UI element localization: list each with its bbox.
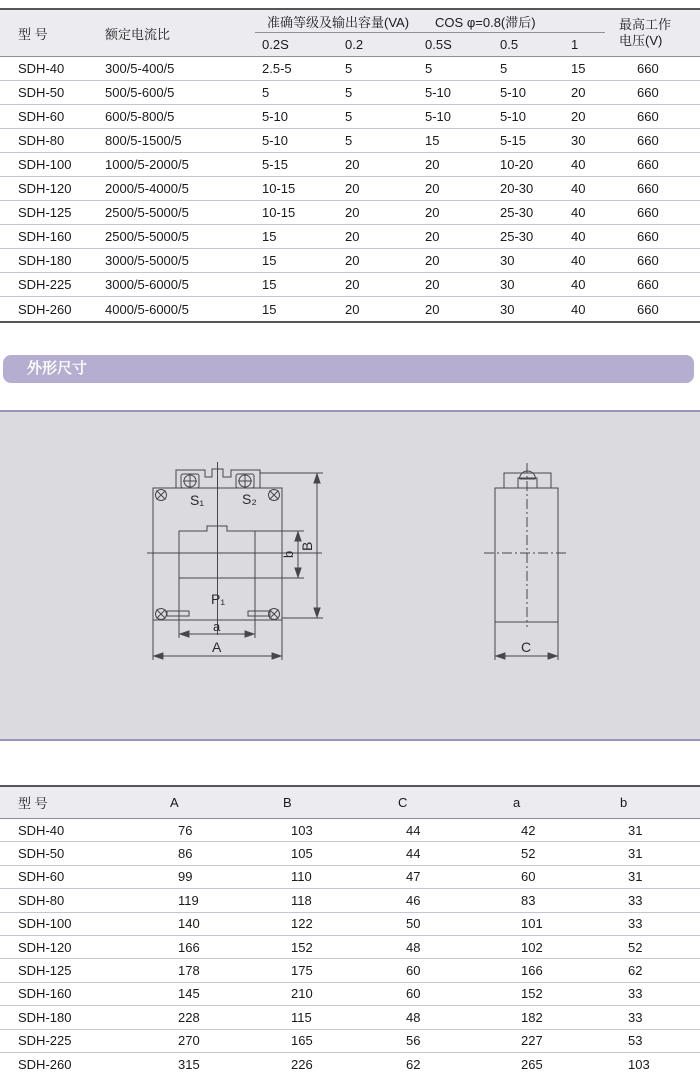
dim-label-B: B bbox=[299, 541, 315, 551]
table-cell: 2500/5-5000/5 bbox=[105, 205, 189, 220]
table-cell: 5-15 bbox=[262, 157, 289, 172]
table-cell: 5-10 bbox=[500, 85, 527, 100]
table-cell: SDH-180 bbox=[18, 1009, 72, 1025]
table-cell: 99 bbox=[178, 869, 193, 885]
table-cell: 33 bbox=[628, 1009, 643, 1025]
table-cell: 660 bbox=[637, 133, 659, 148]
table-cell: 15 bbox=[425, 133, 440, 148]
table-cell: 15 bbox=[262, 277, 277, 292]
table-cell: SDH-125 bbox=[18, 205, 72, 220]
dim-label-C: C bbox=[521, 639, 532, 655]
table-cell: 20 bbox=[571, 109, 586, 124]
table-cell: 48 bbox=[406, 939, 421, 955]
table-cell: 20 bbox=[345, 157, 360, 172]
corner-screw-icon bbox=[156, 609, 167, 620]
table-cell: 30 bbox=[500, 301, 515, 317]
header-cos-title: COS φ=0.8(滞后) bbox=[435, 14, 536, 30]
table-cell: SDH-120 bbox=[18, 181, 72, 196]
table-cell: 660 bbox=[637, 85, 659, 100]
mounting-slot-right bbox=[248, 611, 270, 616]
table-cell: 5 bbox=[500, 61, 508, 76]
table-cell: 40 bbox=[571, 157, 586, 172]
terminal-label-s1: S₁ bbox=[190, 492, 205, 508]
table-row bbox=[0, 959, 700, 982]
table-cell: 53 bbox=[628, 1033, 643, 1049]
table-cell: 15 bbox=[262, 229, 277, 244]
table-cell: 102 bbox=[521, 939, 543, 955]
table-cell: 166 bbox=[521, 963, 543, 979]
table-cell: 15 bbox=[571, 61, 586, 76]
table-cell: 20 bbox=[425, 229, 440, 244]
table-cell: 30 bbox=[500, 277, 515, 292]
corner-screw-icon bbox=[269, 490, 280, 501]
table-cell: SDH-100 bbox=[18, 157, 72, 172]
table-cell: SDH-260 bbox=[18, 301, 72, 317]
table-cell: SDH-225 bbox=[18, 277, 72, 292]
table-cell: 20 bbox=[345, 301, 360, 317]
table-cell: 500/5-600/5 bbox=[105, 85, 175, 100]
table-cell: 20 bbox=[345, 205, 360, 220]
header-subcol: 0.2S bbox=[262, 37, 289, 52]
header-subcol: 0.2 bbox=[345, 37, 364, 52]
table-cell: 40 bbox=[571, 301, 586, 317]
table-cell: 2500/5-5000/5 bbox=[105, 229, 189, 244]
table-cell: 60 bbox=[406, 986, 421, 1002]
table-cell: 40 bbox=[571, 181, 586, 196]
outline-drawing-panel bbox=[0, 410, 700, 741]
table-cell: 660 bbox=[637, 205, 659, 220]
table-cell: 660 bbox=[637, 277, 659, 292]
table-cell: 300/5-400/5 bbox=[105, 61, 175, 76]
table-row bbox=[0, 1030, 700, 1053]
table-cell: 48 bbox=[406, 1009, 421, 1025]
table-row bbox=[0, 1053, 700, 1076]
table-row bbox=[0, 273, 700, 297]
table-cell: 44 bbox=[406, 822, 421, 838]
table-cell: 20 bbox=[425, 277, 440, 292]
header-subcol: 1 bbox=[571, 37, 579, 52]
table-row bbox=[0, 983, 700, 1006]
table-cell: 62 bbox=[628, 963, 643, 979]
table-cell: SDH-60 bbox=[18, 869, 65, 885]
table-cell: SDH-260 bbox=[18, 1057, 72, 1073]
table-cell: 103 bbox=[628, 1057, 650, 1073]
table-cell: 182 bbox=[521, 1009, 543, 1025]
table-cell: 660 bbox=[637, 109, 659, 124]
table-cell: 52 bbox=[628, 939, 643, 955]
table-cell: 115 bbox=[291, 1009, 312, 1025]
header-model: 型 号 bbox=[18, 796, 48, 811]
dimension-table-body bbox=[0, 819, 700, 1076]
table-cell: 175 bbox=[291, 963, 313, 979]
table-cell: 83 bbox=[521, 892, 536, 908]
table-cell: SDH-50 bbox=[18, 85, 65, 100]
table-cell: 33 bbox=[628, 892, 643, 908]
table-cell: 3000/5-6000/5 bbox=[105, 277, 189, 292]
table-cell: 660 bbox=[637, 229, 659, 244]
table-row bbox=[0, 249, 700, 273]
section-banner-outline-dimensions bbox=[3, 355, 694, 383]
table-cell: 166 bbox=[178, 939, 200, 955]
table-cell: 152 bbox=[521, 986, 543, 1002]
table-cell: 15 bbox=[262, 301, 277, 317]
terminal-label-s2: S₂ bbox=[242, 491, 257, 507]
dim-label-a: a bbox=[213, 619, 221, 634]
table-cell: 660 bbox=[637, 61, 659, 76]
table-cell: 60 bbox=[406, 963, 421, 979]
header-max-voltage-line1: 最高工作 bbox=[619, 17, 672, 32]
table-row bbox=[0, 819, 700, 842]
table-row bbox=[0, 153, 700, 177]
table-cell: 10-15 bbox=[262, 181, 296, 196]
table-cell: 210 bbox=[291, 986, 313, 1002]
table-cell: 20 bbox=[345, 181, 360, 196]
table-cell: SDH-160 bbox=[18, 986, 72, 1002]
table-cell: 5-10 bbox=[425, 85, 452, 100]
table-cell: 20 bbox=[425, 301, 440, 317]
table-cell: 62 bbox=[406, 1057, 421, 1073]
table-cell: SDH-40 bbox=[18, 822, 65, 838]
table-cell: 20 bbox=[425, 181, 440, 196]
table-cell: 40 bbox=[571, 229, 586, 244]
header-dim-A: A bbox=[170, 795, 179, 810]
table-cell: 40 bbox=[571, 205, 586, 220]
table-cell: 50 bbox=[406, 916, 421, 932]
table-cell: 5 bbox=[345, 61, 353, 76]
table-row bbox=[0, 297, 700, 321]
table-cell: 101 bbox=[521, 916, 543, 932]
table-cell: 122 bbox=[291, 916, 313, 932]
table-cell: 30 bbox=[571, 133, 586, 148]
dim-label-b: b bbox=[281, 550, 296, 558]
table-cell: 105 bbox=[291, 846, 313, 862]
table-cell: 145 bbox=[178, 986, 200, 1002]
table-cell: 660 bbox=[637, 157, 659, 172]
table-cell: 40 bbox=[571, 277, 586, 292]
table-cell: SDH-80 bbox=[18, 892, 65, 908]
table-cell: 20 bbox=[345, 253, 360, 268]
table-cell: 5 bbox=[262, 85, 270, 100]
table-cell: SDH-80 bbox=[18, 133, 65, 148]
dimension-table bbox=[0, 785, 700, 1076]
table-cell: 20 bbox=[345, 277, 360, 292]
section-banner-title: 外形尺寸 bbox=[27, 360, 88, 377]
table-cell: SDH-160 bbox=[18, 229, 72, 244]
table-cell: 165 bbox=[291, 1033, 313, 1049]
table-cell: SDH-100 bbox=[18, 916, 72, 932]
outline-dimensions-drawing bbox=[0, 412, 700, 739]
table-row bbox=[0, 201, 700, 225]
table-cell: 5-10 bbox=[500, 109, 527, 124]
table-cell: 103 bbox=[291, 822, 313, 838]
terminal-screw-s1-icon bbox=[183, 474, 197, 488]
header-dim-b: b bbox=[620, 795, 628, 810]
table-cell: SDH-40 bbox=[18, 61, 65, 76]
table-cell: 119 bbox=[178, 892, 199, 908]
table-row bbox=[0, 1006, 700, 1029]
corner-screw-icon bbox=[156, 490, 167, 501]
table-cell: 5-10 bbox=[425, 109, 452, 124]
table-cell: 10-15 bbox=[262, 205, 296, 220]
table-cell: 44 bbox=[406, 846, 421, 862]
table-cell: 1000/5-2000/5 bbox=[105, 157, 189, 172]
table-cell: 110 bbox=[291, 869, 312, 885]
table-cell: 660 bbox=[637, 301, 659, 317]
table-cell: 25-30 bbox=[500, 205, 534, 220]
table-cell: 52 bbox=[521, 846, 536, 862]
table-cell: 5 bbox=[345, 85, 353, 100]
table-cell: SDH-50 bbox=[18, 846, 65, 862]
table-cell: 20 bbox=[425, 157, 440, 172]
table-cell: 31 bbox=[628, 822, 643, 838]
header-dim-a: a bbox=[513, 795, 521, 810]
table-cell: 3000/5-5000/5 bbox=[105, 253, 189, 268]
table-cell: 5-10 bbox=[262, 133, 289, 148]
front-view-drawing bbox=[147, 462, 323, 660]
table-cell: 33 bbox=[628, 916, 643, 932]
table-row bbox=[0, 81, 700, 105]
header-ratio: 额定电流比 bbox=[105, 26, 171, 42]
table-cell: SDH-225 bbox=[18, 1033, 72, 1049]
table-cell: 2000/5-4000/5 bbox=[105, 181, 189, 196]
table-cell: 42 bbox=[521, 822, 536, 838]
table-cell: 86 bbox=[178, 846, 193, 862]
table-cell: SDH-125 bbox=[18, 963, 72, 979]
terminal-screw-s2-icon bbox=[238, 474, 252, 488]
table-cell: 660 bbox=[637, 253, 659, 268]
header-accuracy-subcols bbox=[255, 33, 605, 56]
table-cell: 33 bbox=[628, 986, 643, 1002]
header-max-voltage bbox=[605, 10, 700, 56]
table-row bbox=[0, 842, 700, 865]
table-row bbox=[0, 866, 700, 889]
table-row bbox=[0, 225, 700, 249]
table-row bbox=[0, 889, 700, 912]
table-row bbox=[0, 177, 700, 201]
table-cell: 660 bbox=[637, 181, 659, 196]
table-cell: 47 bbox=[406, 869, 421, 885]
table-cell: 152 bbox=[291, 939, 313, 955]
header-subcol: 0.5S bbox=[425, 37, 452, 52]
table-cell: 30 bbox=[500, 253, 515, 268]
table-row bbox=[0, 57, 700, 81]
table-cell: 2.5-5 bbox=[262, 61, 292, 76]
table-cell: 46 bbox=[406, 892, 421, 908]
table-cell: 140 bbox=[178, 916, 200, 932]
table-cell: 15 bbox=[262, 253, 277, 268]
table-cell: 315 bbox=[178, 1057, 200, 1073]
side-view-drawing bbox=[484, 463, 569, 660]
table-cell: 4000/5-6000/5 bbox=[105, 301, 189, 317]
table-row bbox=[0, 936, 700, 959]
terminal-label-p1: P₁ bbox=[211, 591, 226, 607]
table-cell: 40 bbox=[571, 253, 586, 268]
table-cell: 226 bbox=[291, 1057, 313, 1073]
table-cell: 5-15 bbox=[500, 133, 527, 148]
dim-label-A: A bbox=[212, 639, 222, 655]
table-cell: SDH-60 bbox=[18, 109, 65, 124]
table-cell: 118 bbox=[291, 892, 312, 908]
table-cell: 60 bbox=[521, 869, 536, 885]
spec-table-header bbox=[0, 10, 700, 57]
header-accuracy-title: 准确等级及输出容量(VA) bbox=[267, 14, 410, 30]
table-cell: 31 bbox=[628, 869, 643, 885]
table-cell: 178 bbox=[178, 963, 200, 979]
header-accuracy-group bbox=[255, 10, 605, 56]
table-cell: 265 bbox=[521, 1057, 543, 1073]
table-cell: 600/5-800/5 bbox=[105, 109, 175, 124]
spec-table bbox=[0, 8, 700, 323]
table-cell: 20 bbox=[425, 205, 440, 220]
mounting-slot-left bbox=[167, 611, 189, 616]
table-cell: 31 bbox=[628, 846, 643, 862]
table-cell: 56 bbox=[406, 1033, 421, 1049]
table-cell: 10-20 bbox=[500, 157, 534, 172]
table-cell: 227 bbox=[521, 1033, 543, 1049]
table-row bbox=[0, 129, 700, 153]
table-cell: 25-30 bbox=[500, 229, 534, 244]
header-max-voltage-line2: 电压(V) bbox=[619, 33, 663, 48]
table-cell: SDH-180 bbox=[18, 253, 72, 268]
header-accuracy-titles bbox=[255, 10, 605, 33]
header-dim-B: B bbox=[283, 795, 292, 810]
table-row bbox=[0, 913, 700, 936]
header-subcol: 0.5 bbox=[500, 37, 519, 52]
table-cell: 20 bbox=[571, 85, 586, 100]
table-cell: SDH-120 bbox=[18, 939, 72, 955]
table-cell: 76 bbox=[178, 822, 193, 838]
table-cell: 270 bbox=[178, 1033, 200, 1049]
header-model: 型 号 bbox=[18, 26, 48, 42]
header-dim-C: C bbox=[398, 795, 408, 810]
table-cell: 20 bbox=[345, 229, 360, 244]
table-cell: 20 bbox=[425, 253, 440, 268]
spec-table-body bbox=[0, 57, 700, 321]
table-cell: 5 bbox=[345, 133, 353, 148]
table-cell: 5 bbox=[425, 61, 433, 76]
table-cell: 5 bbox=[345, 109, 353, 124]
table-row bbox=[0, 105, 700, 129]
table-cell: 228 bbox=[178, 1009, 200, 1025]
dimension-table-header bbox=[0, 787, 700, 819]
table-cell: 5-10 bbox=[262, 109, 289, 124]
table-cell: 800/5-1500/5 bbox=[105, 133, 182, 148]
table-cell: 20-30 bbox=[500, 181, 534, 196]
